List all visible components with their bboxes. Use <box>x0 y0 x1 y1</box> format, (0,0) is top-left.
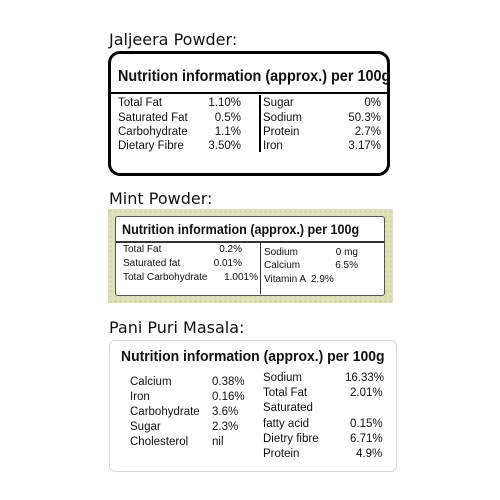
nutrient-value: 0.01% <box>213 258 242 269</box>
nutrient-label: Total Fat <box>263 387 308 399</box>
nutrient-label: Calcium <box>264 260 301 271</box>
nutrient-label: Vitamin A <box>264 274 307 285</box>
nutrient-value: 3.6% <box>212 406 239 418</box>
nutrient-label: Sodium <box>263 372 302 384</box>
nutrient-label: Cholesterol <box>130 436 189 448</box>
mint-title: Mint Powder: <box>109 189 213 208</box>
nutrient-label: Saturated <box>263 402 313 414</box>
nutrient-value: 0.15% <box>350 418 383 430</box>
nutrient-label: Calcium <box>130 376 172 388</box>
nutrient-value: 2.01% <box>350 387 383 399</box>
nutrient-value: 4.9% <box>356 448 383 460</box>
nutrient-label: Total Carbohydrate <box>123 272 208 283</box>
nutrient-label: Carbohydrate <box>130 406 200 418</box>
nutrient-value: 2.7% <box>354 126 381 138</box>
nutrient-value: 0.38% <box>212 376 245 388</box>
panipuri-title: Pani Puri Masala: <box>109 318 245 337</box>
panipuri-nutrition-panel <box>109 340 397 472</box>
nutrient-label: Dietry fibre <box>263 433 319 445</box>
nutrient-value: 0.5% <box>214 112 241 124</box>
nutrient-label: Iron <box>130 391 150 403</box>
nutrient-label: Dietary Fibre <box>118 140 184 152</box>
nutrient-label: Total Fat <box>118 97 163 109</box>
jaljeera-nutrition-panel <box>108 51 390 176</box>
jaljeera-column-divider <box>259 95 261 152</box>
nutrient-value: 2.9% <box>311 274 334 285</box>
nutrient-label: Sodium <box>264 247 298 258</box>
jaljeera-title: Jaljeera Powder: <box>109 30 238 49</box>
nutrient-label: fatty acid <box>263 418 310 430</box>
nutrient-value: 16.33% <box>345 372 385 384</box>
nutrient-label: Iron <box>263 140 283 152</box>
nutrient-value: nil <box>212 436 224 448</box>
nutrient-value: 3.17% <box>348 140 381 152</box>
mint-nutrition-panel <box>115 216 385 296</box>
nutrient-value: 2.3% <box>212 421 239 433</box>
nutrient-value: 1.1% <box>214 126 241 138</box>
jaljeera-divider <box>111 92 387 94</box>
nutrient-label: Protein <box>263 126 300 138</box>
nutrient-label: Sugar <box>130 421 161 433</box>
nutrient-value: 0.16% <box>212 391 245 403</box>
mint-heading: Nutrition information (approx.) per 100g <box>122 222 360 237</box>
mint-divider <box>116 241 384 243</box>
panipuri-heading: Nutrition information (approx.) per 100g <box>121 348 385 365</box>
nutrient-label: Sodium <box>263 112 302 124</box>
nutrient-value: 0% <box>364 97 381 109</box>
nutrient-label: Carbohydrate <box>118 126 188 138</box>
mint-column-divider <box>260 242 261 294</box>
nutrient-value: 0.2% <box>219 244 242 255</box>
nutrient-value: 0 mg <box>335 247 358 258</box>
nutrient-label: Saturated fat <box>123 258 181 269</box>
nutrient-value: 6.71% <box>350 433 383 445</box>
nutrient-value: 3.50% <box>208 140 241 152</box>
nutrient-value: 1.001% <box>224 272 258 283</box>
nutrient-value: 1.10% <box>208 97 241 109</box>
nutrient-value: 50.3% <box>348 112 381 124</box>
jaljeera-heading: Nutrition information (approx.) per 100g <box>118 68 391 85</box>
nutrient-label: Protein <box>263 448 300 460</box>
nutrient-label: Saturated Fat <box>118 112 188 124</box>
nutrient-label: Sugar <box>263 97 294 109</box>
nutrient-value: 6.5% <box>335 260 358 271</box>
nutrient-label: Total Fat <box>123 244 162 255</box>
